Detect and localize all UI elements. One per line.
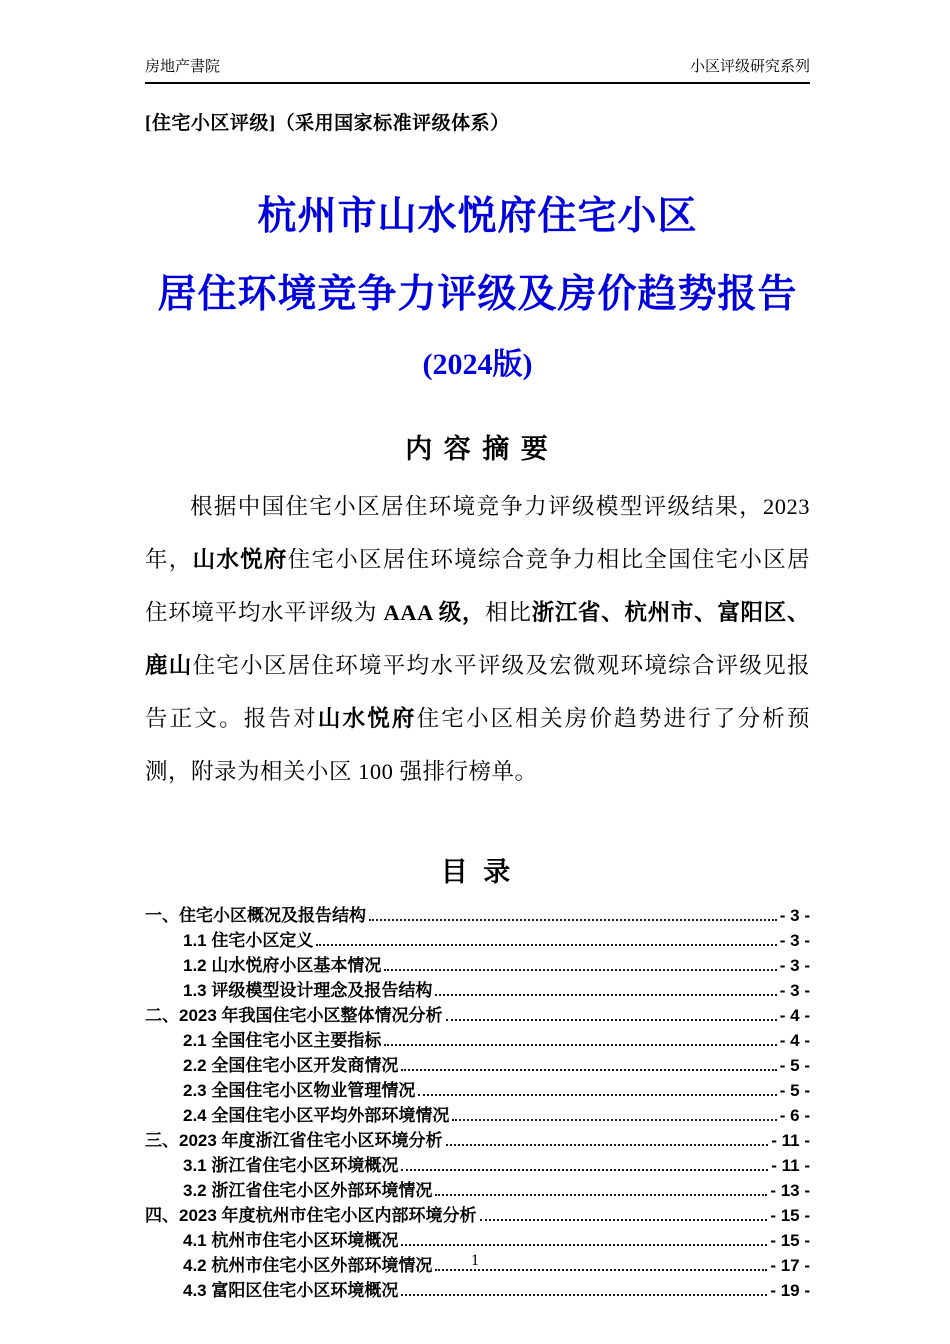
toc-entry — [145, 1126, 810, 1151]
toc-leader-dots — [452, 1119, 776, 1121]
toc-entry — [145, 1026, 810, 1051]
toc-entry-label: 二、2023 年我国住宅小区整体情况分析 — [145, 1006, 443, 1025]
toc-entry-label: 4.2 杭州市住宅小区外部环境情况 — [183, 1256, 433, 1275]
toc-leader-dots — [435, 994, 776, 996]
toc-entry-label: 4.1 杭州市住宅小区环境概况 — [183, 1231, 399, 1250]
header-left-text: 房地产書院 — [145, 59, 221, 75]
toc-leader-dots — [401, 1169, 768, 1171]
report-title-line2: 居住环境竞争力评级及房价趋势报告 — [157, 273, 798, 316]
toc-leader-dots — [480, 1219, 768, 1221]
toc-entry-page: - 5 - — [779, 1081, 810, 1100]
toc-entry-label: 2.4 全国住宅小区平均外部环境情况 — [183, 1106, 450, 1125]
toc-leader-dots — [369, 919, 777, 921]
running-header — [145, 55, 810, 84]
header-right-text: 小区评级研究系列 — [689, 59, 810, 75]
toc-entry — [145, 1001, 810, 1026]
summary-text: 住宅小区相关房价趋势进行了分析预测，附录为相关小区 100 强排行榜单。 — [145, 706, 810, 784]
toc-leader-dots — [418, 1094, 776, 1096]
toc-entry-page: - 5 - — [779, 1056, 810, 1075]
toc-entry-page: - 4 - — [779, 1006, 810, 1025]
summary-highlight: 浙江省、杭州市、富阳区、鹿山 — [145, 600, 810, 678]
toc-leader-dots — [401, 1069, 776, 1071]
toc-list — [145, 901, 810, 1301]
report-title-edition: (2024版) — [422, 348, 533, 381]
toc-leader-dots — [446, 1144, 769, 1146]
toc-leader-dots — [446, 1019, 777, 1021]
summary-highlight: 山水悦府 — [317, 706, 417, 731]
report-title — [145, 185, 810, 383]
toc-entry — [145, 976, 810, 1001]
toc-entry-label: 1.3 评级模型设计理念及报告结构 — [183, 981, 433, 1000]
toc-entry — [145, 926, 810, 951]
summary-heading: 内 容 摘 要 — [405, 434, 550, 464]
toc-entry-page: - 6 - — [779, 1106, 810, 1125]
toc-entry-label: 2.3 全国住宅小区物业管理情况 — [183, 1081, 416, 1100]
page-number: 1 — [471, 1252, 479, 1269]
toc-entry-page: - 19 - — [770, 1281, 810, 1300]
toc-entry — [145, 1201, 810, 1226]
toc-entry — [145, 1151, 810, 1176]
toc-entry — [145, 951, 810, 976]
toc-leader-dots — [384, 969, 776, 971]
toc-entry-page: - 3 - — [779, 906, 810, 925]
toc-leader-dots — [316, 944, 776, 946]
rating-system-subtitle: [住宅小区评级]（采用国家标准评级体系） — [145, 113, 510, 134]
summary-text: 住宅小区居住环境平均水平评级及宏微观环境综合评级见报告正文。报告对 — [145, 653, 810, 731]
toc-entry — [145, 1226, 810, 1251]
toc-entry-page: - 15 - — [770, 1206, 810, 1225]
toc-entry — [145, 901, 810, 926]
toc-entry-label: 4.3 富阳区住宅小区环境概况 — [183, 1281, 399, 1300]
toc-entry-page: - 3 - — [779, 981, 810, 1000]
toc-leader-dots — [384, 1044, 776, 1046]
toc-entry-label: 3.1 浙江省住宅小区环境概况 — [183, 1156, 399, 1175]
toc-entry-label: 四、2023 年度杭州市住宅小区内部环境分析 — [145, 1206, 477, 1225]
summary-highlight: AAA 级， — [383, 600, 486, 625]
toc-entry-label: 3.2 浙江省住宅小区外部环境情况 — [183, 1181, 433, 1200]
toc-entry — [145, 1101, 810, 1126]
toc-entry-page: - 3 - — [779, 956, 810, 975]
toc-entry-page: - 17 - — [770, 1256, 810, 1275]
toc-leader-dots — [401, 1244, 767, 1246]
toc-leader-dots — [435, 1194, 767, 1196]
summary-paragraph — [145, 480, 810, 798]
summary-text: 相比 — [485, 600, 532, 625]
toc-entry-label: 2.2 全国住宅小区开发商情况 — [183, 1056, 399, 1075]
toc-entry-page: - 11 - — [771, 1131, 810, 1150]
toc-entry-label: 1.2 山水悦府小区基本情况 — [183, 956, 382, 975]
toc-entry — [145, 1051, 810, 1076]
summary-text: 住宅小区居住环境综合竞争力相比全国住宅小区居住环境平均水平评级为 — [145, 547, 810, 625]
toc-heading: 目 录 — [440, 857, 515, 887]
toc-entry-page: - 13 - — [770, 1181, 810, 1200]
toc-entry — [145, 1276, 810, 1301]
toc-entry-page: - 4 - — [779, 1031, 810, 1050]
toc-entry — [145, 1076, 810, 1101]
toc-leader-dots — [401, 1294, 767, 1296]
toc-entry-page: - 11 - — [771, 1156, 810, 1175]
summary-text: 根据中国住宅小区居住环境竞争力评级模型评级结果，2023 年， — [145, 494, 810, 572]
toc-entry-page: - 3 - — [779, 931, 810, 950]
toc-entry-label: 1.1 住宅小区定义 — [183, 931, 314, 950]
toc-entry-label: 一、住宅小区概况及报告结构 — [145, 906, 366, 925]
toc-entry-label: 2.1 全国住宅小区主要指标 — [183, 1031, 382, 1050]
toc-entry — [145, 1176, 810, 1201]
report-title-line1: 杭州市山水悦府住宅小区 — [257, 195, 698, 238]
toc-entry-page: - 15 - — [770, 1231, 810, 1250]
toc-entry-label: 三、2023 年度浙江省住宅小区环境分析 — [145, 1131, 443, 1150]
summary-highlight: 山水悦府 — [192, 547, 288, 572]
